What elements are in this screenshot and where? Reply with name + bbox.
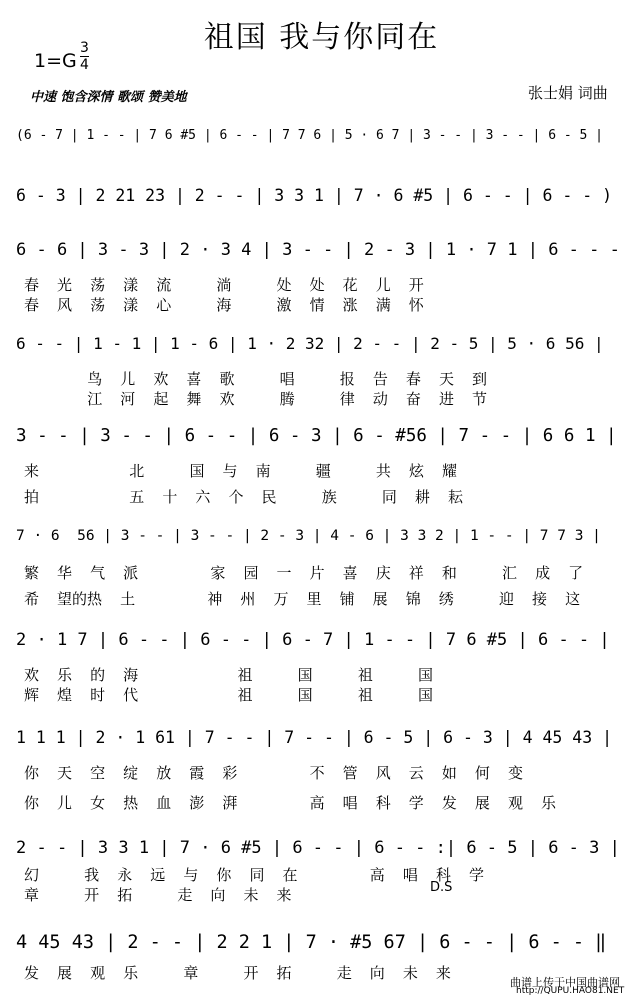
lyric-verse-1: 来 北 国 与 南 疆 共 炫 耀 [24,462,458,480]
notation-line: 3 - - | 3 - - | 6 - - | 6 - 3 | 6 - #56 | 7 - - | 6 6 1 | [16,426,617,446]
tempo-marking: 中速 饱含深情 歌颂 赞美地 [30,90,187,105]
notation-line: 6 - 6 | 3 - 3 | 2 · 3 4 | 3 - - | 2 - 3 | 1 · 7 1 | 6 - - - [16,240,620,260]
notation-line: 2 · 1 7 | 6 - - | 6 - - | 6 - 7 | 1 - - | 7 6 #5 | 6 - - | [16,630,610,650]
notation-line: 1 1 1 | 2 · 1 61 | 7 - - | 7 - - | 6 - 5 | 6 - 3 | 4 45 43 | [16,728,613,747]
lyric-verse-2: 拍 五 十 六 个 民 族 同 耕 耘 [24,488,463,506]
lyric-verse-2: 希 望的热 土 神 州 万 里 铺 展 锦 绣 迎 接 这 [24,590,581,608]
notation-line: 7 · 6 56 | 3 - - | 3 - - | 2 - 3 | 4 - 6 | 3 3 2 | 1 - - | 7 7 3 | [16,528,601,544]
lyric-verse-1: 欢 乐 的 海 祖 国 祖 国 [24,666,433,684]
lyric-verse-1: 繁 华 气 派 家 园 一 片 喜 庆 祥 和 汇 成 了 [24,564,584,582]
lyric-verse-2: 江 河 起 舞 欢 腾 律 动 奋 进 节 [24,390,488,408]
time-signature [80,40,89,73]
dal-segno-mark: D.S [430,880,453,895]
lyric-verse-2: 春 风 荡 漾 心 海 激 情 涨 满 怀 [24,296,424,314]
lyric-verse-2: 辉 煌 时 代 祖 国 祖 国 [24,686,433,704]
notation-line: (6 - 7 | 1 - - | 7 6 #5 | 6 - - | 7 7 6 | 5 · 6 7 | 3 - - | 3 - - | 6 - 5 | [16,128,603,143]
composer-credit: 张士娟 词曲 [528,84,608,102]
watermark-text: 曲谱上传于中国曲谱网 [510,976,620,989]
time-signature-top: 3 [80,40,89,56]
notation-line: 6 - 3 | 2 21 23 | 2 - - | 3 3 1 | 7 · 6 #5 | 6 - - | 6 - - ) [16,186,613,205]
lyric-verse-1: 春 光 荡 漾 流 淌 处 处 花 儿 开 [24,276,424,294]
watermark-url: http://QUPU.HAO81.NET [516,986,625,996]
lyric-verse-1: 你 天 空 绽 放 霞 彩 不 管 风 云 如 何 变 [24,764,523,782]
lyric-verse-1: 发 展 观 乐 章 开 拓 走 向 未 来 [24,964,451,982]
lyric-verse-1: 鸟 儿 欢 喜 歌 唱 报 告 春 天 到 [24,370,488,388]
key-signature: 1=G [34,50,77,72]
page-title: 祖国 我与你同在 [203,20,440,55]
notation-line: 6 - - | 1 - 1 | 1 - 6 | 1 · 2 32 | 2 - - | 2 - 5 | 5 · 6 56 | [16,334,604,353]
notation-line: 2 - - | 3 3 1 | 7 · 6 #5 | 6 - - | 6 - - :| 6 - 5 | 6 - 3 | [16,838,620,858]
lyric-verse-1: 幻 我 永 远 与 你 同 在 高 唱 科 学 [24,866,484,884]
time-signature-bottom: 4 [80,57,89,73]
lyric-verse-2: 章 开 拓 走 向 未 来 [24,886,292,904]
lyric-verse-2: 你 儿 女 热 血 澎 湃 高 唱 科 学 发 展 观 乐 [24,794,557,812]
notation-line: 4 45 43 | 2 - - | 2 2 1 | 7 · #5 67 | 6 - - | 6 - - ‖ [16,932,607,953]
